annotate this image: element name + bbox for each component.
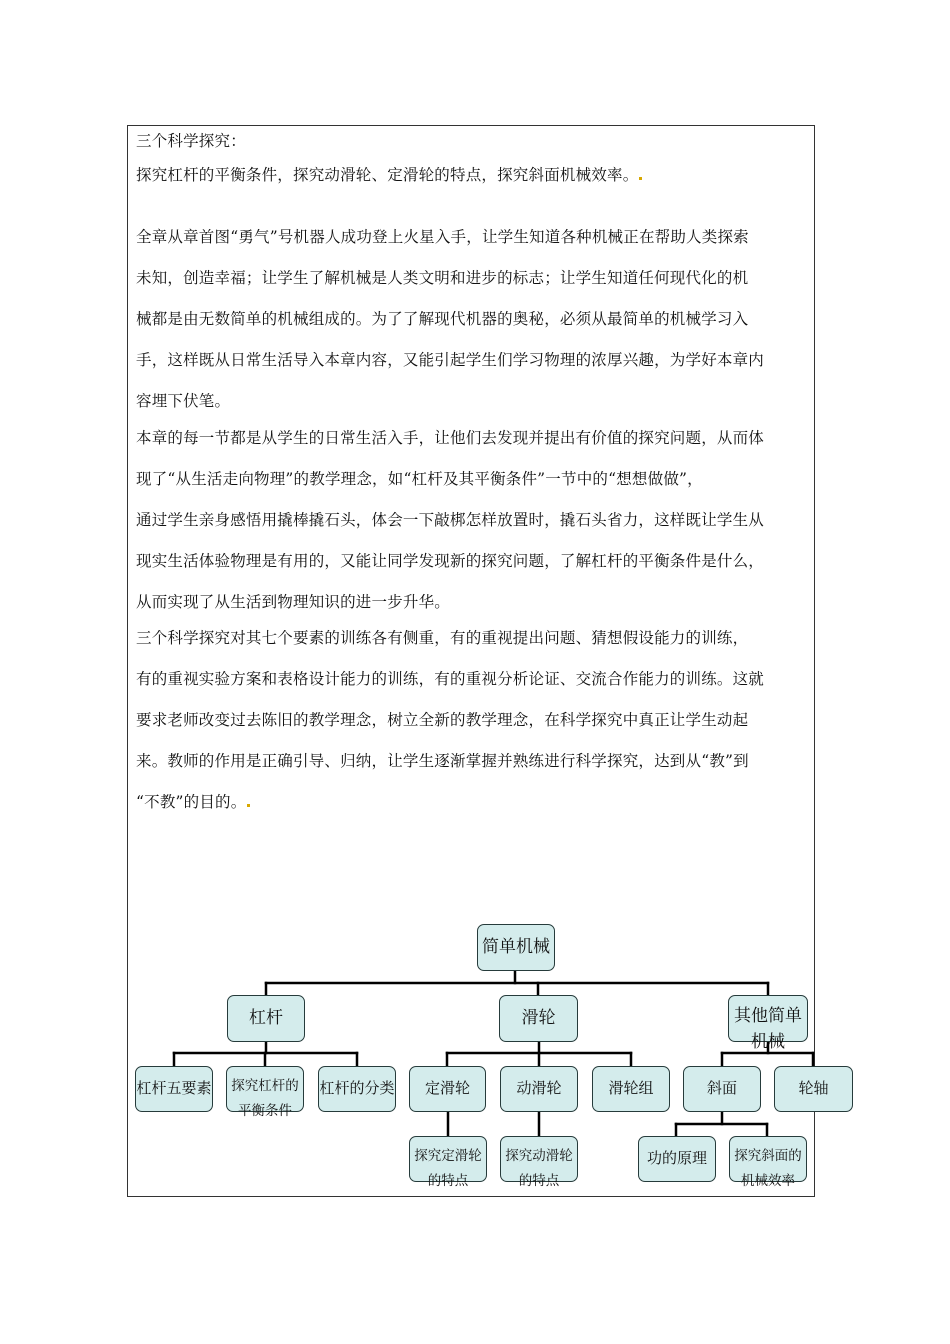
text-line: 本章的每一节都是从学生的日常生活入手，让他们去发现并提出有价值的探究问题，从而体 [136, 429, 765, 447]
text-line: 全章从章首图“勇气”号机器人成功登上火星入手，让学生知道各种机械正在帮助人类探索 [136, 228, 749, 246]
text-line: 未知，创造幸福；让学生了解机械是人类文明和进步的标志；让学生知道任何现代化的机 [136, 269, 749, 287]
tree-node-lever-balance: 探究杠杆的平衡条件 [226, 1066, 304, 1112]
text-line: 手，这样既从日常生活导入本章内容，又能引起学生们学习物理的浓厚兴趣，为学好本章内 [136, 351, 765, 369]
text-line: 探究杠杆的平衡条件，探究动滑轮、定滑轮的特点，探究斜面机械效率。 [136, 163, 643, 185]
text-line: 械都是由无数简单的机械组成的。为了了解现代机器的奥秘，必须从最简单的机械学习入 [136, 310, 749, 328]
text-line: “不教”的目的。 [136, 790, 251, 812]
tree-node-incline: 斜面 [683, 1066, 761, 1112]
tree-node-root: 简单机械 [477, 924, 555, 971]
text-line: 通过学生亲身感悟用撬棒撬石头，体会一下敲梆怎样放置时，撬石头省力，这样既让学生从 [136, 511, 765, 529]
tree-node-pulley: 滑轮 [499, 995, 578, 1042]
tree-node-other-machines: 其他简单机械 [728, 995, 808, 1042]
text-line: 有的重视实验方案和表格设计能力的训练，有的重视分析论证、交流合作能力的训练。这就 [136, 670, 765, 688]
tree-node-movable-pulley: 动滑轮 [500, 1066, 578, 1112]
text-line: 现实生活体验物理是有用的，又能让同学发现新的探究问题，了解杠杆的平衡条件是什么， [136, 552, 765, 570]
text-line: 要求老师改变过去陈旧的教学理念，树立全新的教学理念，在科学探究中真正让学生动起 [136, 711, 749, 729]
tree-node-incline-efficiency: 探究斜面的机械效率 [729, 1136, 807, 1182]
text-line: 三个科学探究： [136, 132, 246, 150]
text-line: 来。教师的作用是正确引导、归纳，让学生逐渐掌握并熟练进行科学探究，达到从“教”到 [136, 752, 749, 770]
text-line: 容埋下伏笔。 [136, 392, 231, 410]
tree-node-fixed-pulley: 定滑轮 [409, 1066, 486, 1112]
text-line: 现了“从生活走向物理”的教学理念，如“杠杆及其平衡条件”一节中的“想想做做”， [136, 470, 703, 488]
tree-node-pulley-block: 滑轮组 [592, 1066, 670, 1112]
tree-node-explore-movable-pulley: 探究动滑轮的特点 [500, 1136, 578, 1182]
tree-node-lever-elements: 杠杆五要素 [135, 1066, 213, 1112]
tree-node-explore-fixed-pulley: 探究定滑轮的特点 [409, 1136, 487, 1182]
tree-node-lever-types: 杠杆的分类 [318, 1066, 396, 1112]
tree-node-wheel-axle: 轮轴 [774, 1066, 853, 1112]
tree-node-lever: 杠杆 [227, 995, 305, 1042]
tree-node-work-principle: 功的原理 [638, 1136, 716, 1182]
text-line: 三个科学探究对其七个要素的训练各有侧重，有的重视提出问题、猜想假设能力的训练， [136, 629, 749, 647]
text-line: 从而实现了从生活到物理知识的进一步升华。 [136, 593, 451, 611]
